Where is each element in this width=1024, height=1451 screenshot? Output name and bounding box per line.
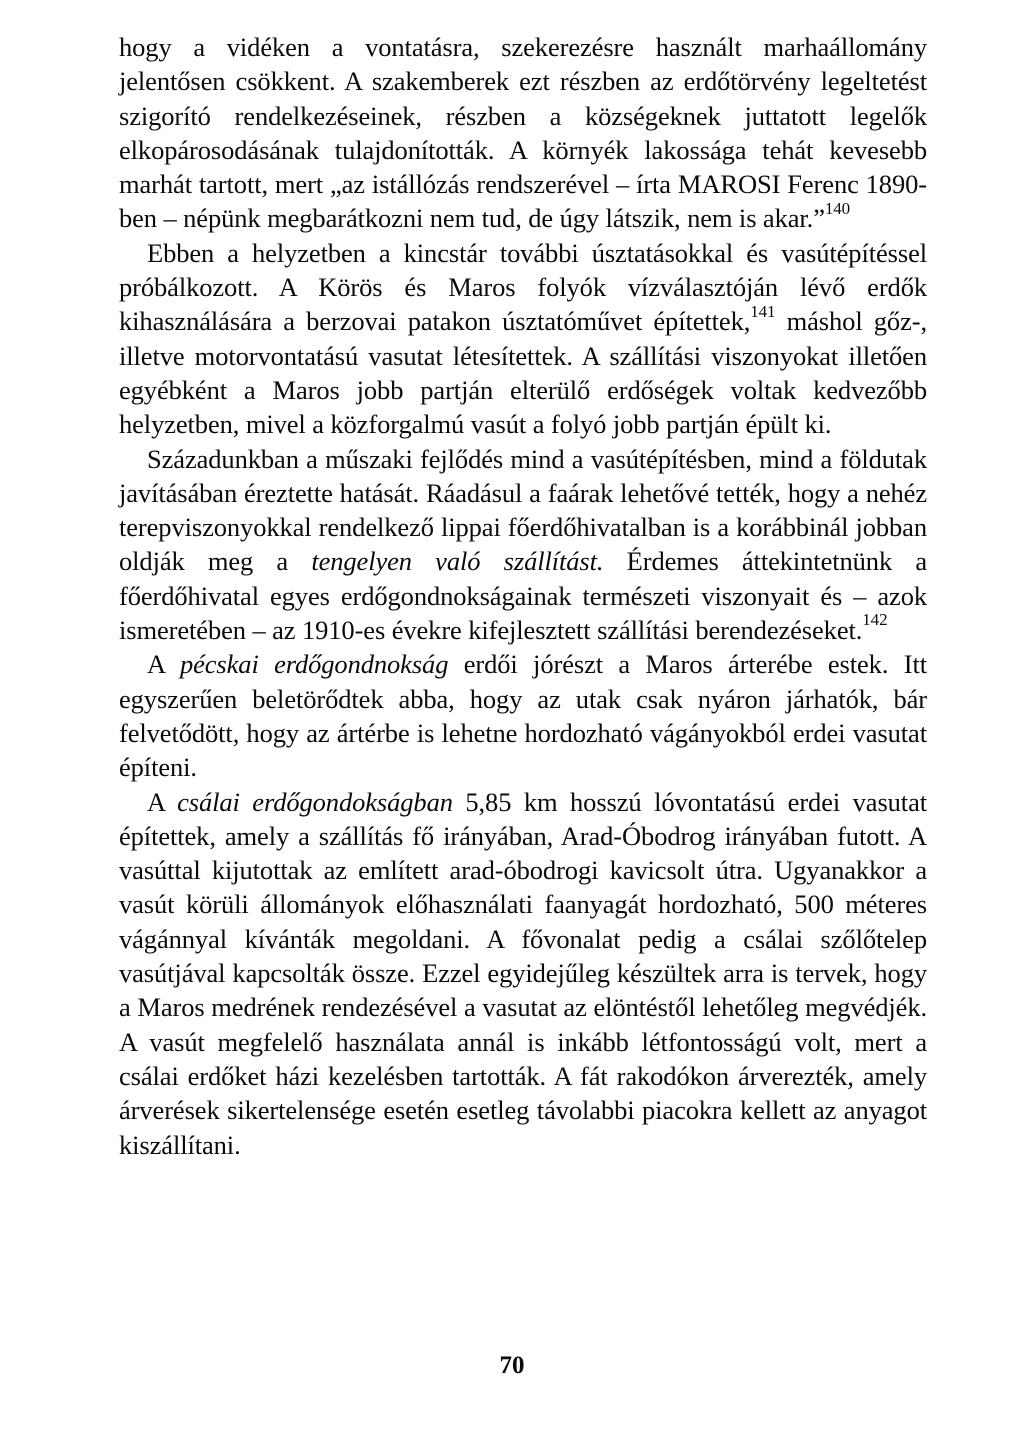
- text-segment: Századunkban a műszaki fejlődés mind a vasútépítésben, mind a földutak javításában éreztette hatását. Ráadásul a faárak lehetővé tették, hogy a nehéz terepviszonyokkal rendelkező lippai főerdőhivatalban is a korábbinál jobban oldják meg a: [119, 443, 927, 577]
- text-segment: erdői jórészt a Maros árterébe estek. Itt egyszerűen beletörődtek abba, hogy az utak csak nyáron járhatók, bár felvetődött, hogy az ártérbe is lehetne hordozható vágányokból erdei vasutat építeni.: [119, 649, 927, 783]
- text-segment: Érdemes áttekintetnünk a főerdőhivatal egyes erdőgondnokságainak természeti viszonyait és – azok ismeretében – az 1910-es évekre kifejlesztett szállítási berendezéseket.: [119, 546, 927, 646]
- paragraph: [119, 236, 927, 442]
- paragraph: [119, 785, 927, 1162]
- text-segment: hogy a vidéken a vontatásra, szekerezésre használt marhaállomány jelentősen csökkent. A szakemberek ezt részben az erdőtörvény legeltetést szigorító rendelkezéseinek, részben a községeknek juttatott legelők elkopárosodásának tulajdonították. A környék lakossága tehát kevesebb marhát tartott, mert „az istállózás rendszerével – írta MAROSI Ferenc 1890-ben – népünk megbarátkozni nem tud, de úgy látszik, nem is akar.”: [119, 32, 927, 234]
- paragraph: [119, 442, 927, 648]
- paragraph: [119, 30, 927, 236]
- page-body: [119, 30, 927, 1162]
- italic-text: pécskai erdőgondnokság: [179, 649, 449, 680]
- text-segment: 5,85 km hosszú lóvontatású erdei vasutat építettek, amely a szállítás fő irányában, Arad-Óbodrog irányában futott. A vasúttal kijutottak az említett arad-óbodrogi kavicsolt útra. Ugyanakkor a vasút körüli állományok előhasználati faanyagát hordozható, 500 méteres vágánnyal kívánták megoldani. A fővonalat pedig a csálai szőlőtelep vasútjával kapcsolták össze. Ezzel egyidejűleg készültek arra is tervek, hogy a Maros medrének rendezésével a vasutat az elöntéstől lehetőleg megvédjék. A vasút megfelelő használata annál is inkább létfontosságú volt, mert a csálai erdőket házi kezelésben tartották. A fát rakodókon árverezték, amely árverések sikertelensége esetén esetleg távolabbi piacokra kellett az anyagot kiszállítani.: [119, 786, 927, 1160]
- italic-text: csálai erdőgondokságban: [177, 786, 453, 817]
- paragraph-list: [119, 30, 927, 1162]
- footnote-ref: 140: [824, 198, 851, 218]
- text-segment: A: [147, 786, 178, 817]
- text-segment: Ebben a helyzetben a kincstár további úsztatásokkal és vasútépítéssel próbálkozott. A Körös és Maros folyók vízválasztóján lévő erdők kihasználására a berzovai patakon úsztatóművet építettek,: [119, 237, 927, 337]
- footnote-ref: 142: [862, 610, 888, 630]
- page-number: 70: [499, 1352, 525, 1379]
- footnote-ref: 141: [750, 301, 776, 321]
- text-segment: A: [147, 649, 180, 680]
- paragraph: [119, 647, 927, 784]
- italic-text: tengelyen való szállítást.: [311, 546, 604, 577]
- text-segment: máshol gőz-, illetve motorvontatású vasutat létesítettek. A szállítási viszonyokat illetően egyébként a Maros jobb partján elterülő erdőségek voltak kedvezőbb helyzetben, mivel a közforgalmú vasút a folyó jobb partján épült ki.: [119, 306, 927, 440]
